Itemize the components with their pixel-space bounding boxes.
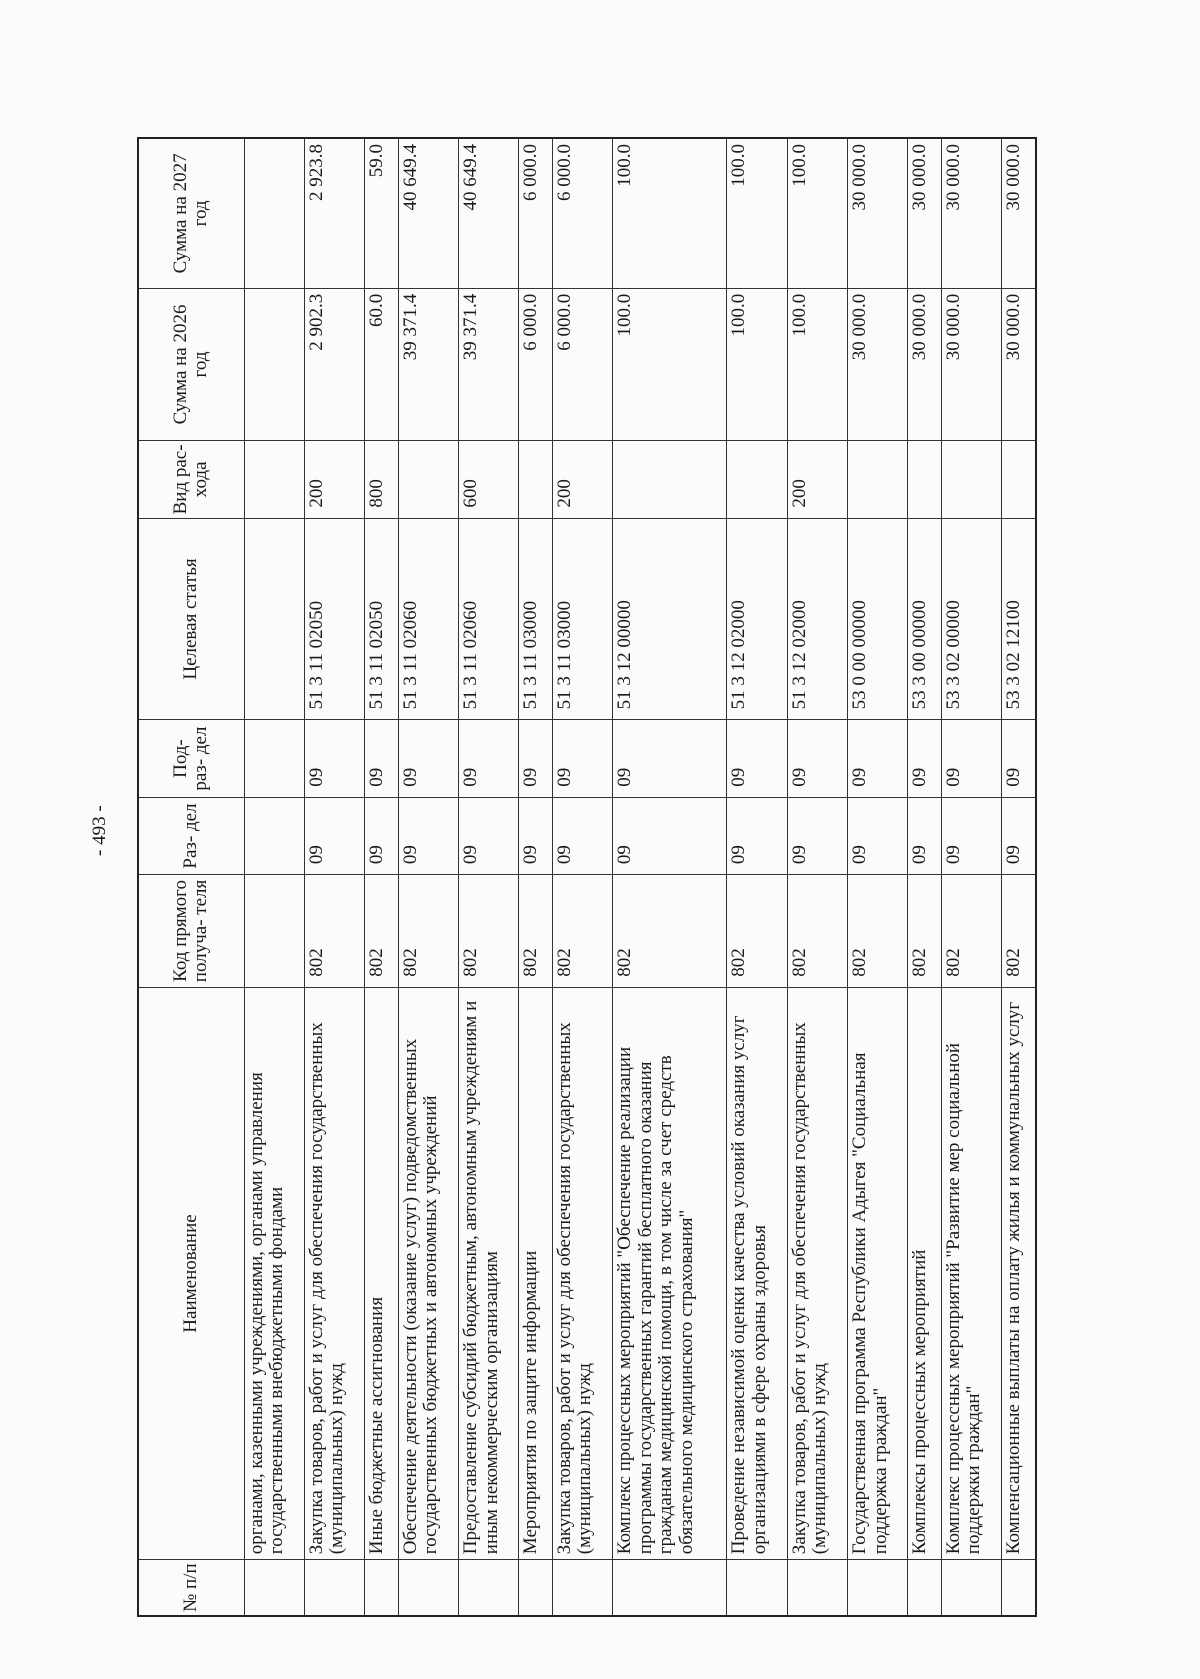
row-sum2026-cell: 39 371.4: [459, 288, 519, 440]
row-exptype-cell: [727, 441, 787, 518]
row-code-cell: 802: [613, 875, 727, 988]
row-number-cell: [459, 1560, 519, 1616]
row-sum2027-cell: 30 000.0: [848, 138, 908, 288]
row-name-cell: Государственная программа Республики Адыгея "Социальная поддержка граждан": [848, 987, 908, 1559]
row-target-cell: 51 3 11 02050: [365, 518, 398, 720]
row-exptype-cell: 200: [787, 441, 847, 518]
row-name-cell: Комплекс процессных мероприятий "Обеспечение реализации программы государственных гарантий бесплатного оказания гражданам медицинской помощи, в том числе за счет средств обязательного медицинского страхования": [613, 987, 727, 1559]
row-target-cell: 51 3 12 02000: [727, 518, 787, 720]
row-target-cell: 51 3 12 02000: [787, 518, 847, 720]
row-target-cell: 51 3 11 02060: [398, 518, 458, 720]
header-sum2026: Сумма на 2026 год: [138, 288, 244, 440]
row-subsection-cell: 09: [519, 720, 552, 797]
row-sum2027-cell: 59.0: [365, 138, 398, 288]
row-section-cell: 09: [459, 797, 519, 874]
row-target-cell: 51 3 12 00000: [613, 518, 727, 720]
row-exptype-cell: [244, 441, 304, 518]
row-subsection-cell: 09: [459, 720, 519, 797]
row-number-cell: [727, 1560, 787, 1616]
row-number-cell: [908, 1560, 941, 1616]
row-sum2027-cell: 100.0: [613, 138, 727, 288]
row-sum2026-cell: 30 000.0: [908, 288, 941, 440]
row-target-cell: 51 3 11 03000: [552, 518, 612, 720]
row-exptype-cell: 200: [552, 441, 612, 518]
row-subsection-cell: 09: [365, 720, 398, 797]
table-row: [941, 138, 1001, 1616]
row-code-cell: 802: [398, 875, 458, 988]
row-number-cell: [365, 1560, 398, 1616]
row-sum2026-cell: 30 000.0: [848, 288, 908, 440]
row-sum2027-cell: 40 649.4: [459, 138, 519, 288]
row-sum2027-cell: 30 000.0: [1002, 138, 1036, 288]
row-section-cell: 09: [1002, 797, 1036, 874]
table-body: [244, 138, 1036, 1616]
row-sum2026-cell: 100.0: [787, 288, 847, 440]
row-code-cell: 802: [787, 875, 847, 988]
row-name-cell: органами, казенными учреждениями, органами управления государственными внебюджетными фондами: [244, 987, 304, 1559]
row-sum2026-cell: 100.0: [613, 288, 727, 440]
row-name-cell: Компенсационные выплаты на оплату жилья и коммунальных услуг: [1002, 987, 1036, 1559]
row-code-cell: [244, 875, 304, 988]
budget-table: [137, 137, 1037, 1617]
row-section-cell: 09: [787, 797, 847, 874]
table-row: [398, 138, 458, 1616]
row-target-cell: [244, 518, 304, 720]
table-row: [848, 138, 908, 1616]
row-number-cell: [552, 1560, 612, 1616]
row-name-cell: Иные бюджетные ассигнования: [365, 987, 398, 1559]
row-code-cell: 802: [304, 875, 364, 988]
row-sum2026-cell: 6 000.0: [552, 288, 612, 440]
row-number-cell: [244, 1560, 304, 1616]
table-row: [908, 138, 941, 1616]
row-number-cell: [613, 1560, 727, 1616]
row-exptype-cell: [908, 441, 941, 518]
row-code-cell: 802: [908, 875, 941, 988]
row-subsection-cell: 09: [908, 720, 941, 797]
row-target-cell: 51 3 11 02050: [304, 518, 364, 720]
row-number-cell: [519, 1560, 552, 1616]
row-sum2026-cell: 100.0: [727, 288, 787, 440]
row-code-cell: 802: [1002, 875, 1036, 988]
table-row: [787, 138, 847, 1616]
row-sum2026-cell: 60.0: [365, 288, 398, 440]
row-number-cell: [787, 1560, 847, 1616]
row-subsection-cell: 09: [304, 720, 364, 797]
row-sum2026-cell: [244, 288, 304, 440]
row-sum2026-cell: 30 000.0: [941, 288, 1001, 440]
row-section-cell: 09: [941, 797, 1001, 874]
row-sum2027-cell: 6 000.0: [552, 138, 612, 288]
header-exptype: Вид рас- хода: [138, 441, 244, 518]
row-subsection-cell: 09: [848, 720, 908, 797]
table-row: [727, 138, 787, 1616]
row-exptype-cell: [613, 441, 727, 518]
row-exptype-cell: [519, 441, 552, 518]
header-row: [138, 138, 244, 1616]
row-exptype-cell: 800: [365, 441, 398, 518]
row-code-cell: 802: [519, 875, 552, 988]
row-sum2027-cell: 2 923.8: [304, 138, 364, 288]
table-row: [244, 138, 304, 1616]
row-code-cell: 802: [941, 875, 1001, 988]
row-sum2027-cell: 40 649.4: [398, 138, 458, 288]
row-target-cell: 51 3 11 02060: [459, 518, 519, 720]
row-target-cell: 53 0 00 00000: [848, 518, 908, 720]
row-subsection-cell: 09: [1002, 720, 1036, 797]
row-section-cell: 09: [519, 797, 552, 874]
row-target-cell: 53 3 02 00000: [941, 518, 1001, 720]
row-exptype-cell: [941, 441, 1001, 518]
row-code-cell: 802: [727, 875, 787, 988]
table-row: [613, 138, 727, 1616]
row-sum2027-cell: 6 000.0: [519, 138, 552, 288]
row-name-cell: Закупка товаров, работ и услуг для обеспечения государственных (муниципальных) нужд: [304, 987, 364, 1559]
row-sum2027-cell: [244, 138, 304, 288]
row-sum2026-cell: 30 000.0: [1002, 288, 1036, 440]
row-sum2027-cell: 30 000.0: [941, 138, 1001, 288]
row-exptype-cell: [848, 441, 908, 518]
table-row: [365, 138, 398, 1616]
row-sum2027-cell: 100.0: [727, 138, 787, 288]
row-code-cell: 802: [365, 875, 398, 988]
header-target: Целевая статья: [138, 518, 244, 720]
row-section-cell: 09: [613, 797, 727, 874]
table-row: [304, 138, 364, 1616]
row-section-cell: 09: [365, 797, 398, 874]
row-target-cell: 51 3 11 03000: [519, 518, 552, 720]
row-exptype-cell: 600: [459, 441, 519, 518]
row-target-cell: 53 3 00 00000: [908, 518, 941, 720]
row-code-cell: 802: [552, 875, 612, 988]
row-name-cell: Закупка товаров, работ и услуг для обеспечения государственных (муниципальных) нужд: [787, 987, 847, 1559]
row-subsection-cell: 09: [613, 720, 727, 797]
row-sum2027-cell: 100.0: [787, 138, 847, 288]
row-code-cell: 802: [848, 875, 908, 988]
row-section-cell: 09: [304, 797, 364, 874]
row-sum2027-cell: 30 000.0: [908, 138, 941, 288]
row-section-cell: 09: [727, 797, 787, 874]
row-name-cell: Проведение независимой оценки качества условий оказания услуг организациями в сфере охраны здоровья: [727, 987, 787, 1559]
row-number-cell: [398, 1560, 458, 1616]
table-row: [552, 138, 612, 1616]
header-name: Наименование: [138, 987, 244, 1559]
row-subsection-cell: 09: [398, 720, 458, 797]
row-name-cell: Комплексы процессных мероприятий: [908, 987, 941, 1559]
row-exptype-cell: 200: [304, 441, 364, 518]
row-exptype-cell: [398, 441, 458, 518]
row-number-cell: [1002, 1560, 1036, 1616]
table-row: [459, 138, 519, 1616]
header-section: Раз- дел: [138, 797, 244, 874]
row-section-cell: 09: [908, 797, 941, 874]
table-row: [519, 138, 552, 1616]
row-subsection-cell: 09: [552, 720, 612, 797]
row-subsection-cell: [244, 720, 304, 797]
row-section-cell: 09: [552, 797, 612, 874]
row-sum2026-cell: 6 000.0: [519, 288, 552, 440]
page-number: - 493 -: [89, 805, 110, 856]
rotated-table-container: [137, 137, 1037, 1617]
row-code-cell: 802: [459, 875, 519, 988]
header-code: Код прямого получа- теля: [138, 875, 244, 988]
row-number-cell: [941, 1560, 1001, 1616]
row-name-cell: Предоставление субсидий бюджетным, автономным учреждениям и иным некоммерческим организациям: [459, 987, 519, 1559]
row-sum2026-cell: 2 902.3: [304, 288, 364, 440]
row-section-cell: 09: [848, 797, 908, 874]
row-number-cell: [304, 1560, 364, 1616]
row-section-cell: [244, 797, 304, 874]
row-number-cell: [848, 1560, 908, 1616]
header-sum2027: Сумма на 2027 год: [138, 138, 244, 288]
row-name-cell: Мероприятия по защите информации: [519, 987, 552, 1559]
row-subsection-cell: 09: [727, 720, 787, 797]
table-row: [1002, 138, 1036, 1616]
row-sum2026-cell: 39 371.4: [398, 288, 458, 440]
header-num: № п/п: [138, 1560, 244, 1616]
row-subsection-cell: 09: [941, 720, 1001, 797]
row-name-cell: Комплекс процессных мероприятий "Развитие мер социальной поддержки граждан": [941, 987, 1001, 1559]
row-name-cell: Закупка товаров, работ и услуг для обеспечения государственных (муниципальных) нужд: [552, 987, 612, 1559]
row-target-cell: 53 3 02 12100: [1002, 518, 1036, 720]
row-name-cell: Обеспечение деятельности (оказание услуг) подведомственных государственных бюджетных и автономных учреждений: [398, 987, 458, 1559]
row-subsection-cell: 09: [787, 720, 847, 797]
row-section-cell: 09: [398, 797, 458, 874]
row-exptype-cell: [1002, 441, 1036, 518]
header-subsection: Под- раз- дел: [138, 720, 244, 797]
